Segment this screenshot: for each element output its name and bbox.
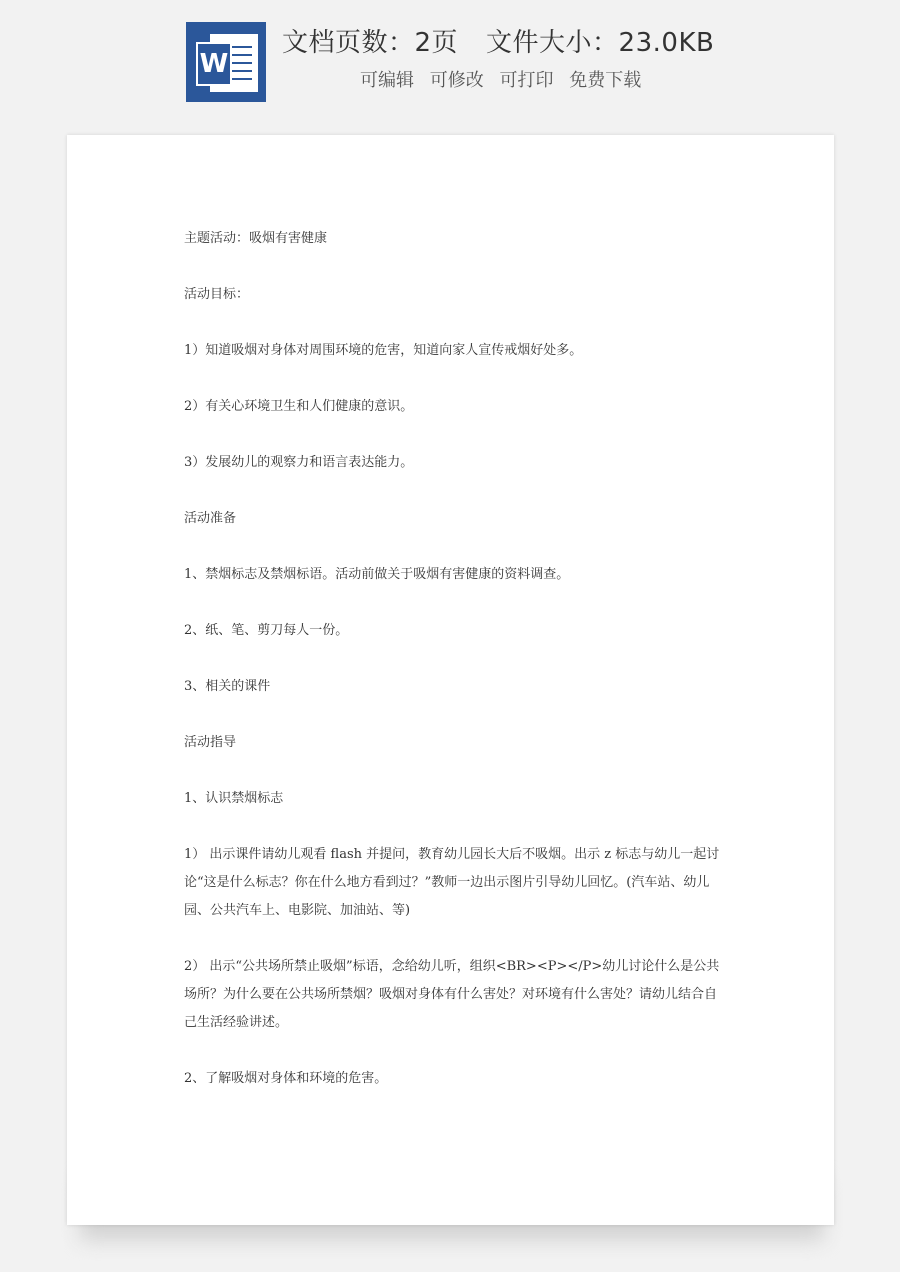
- text-line-shape: [232, 62, 252, 64]
- paragraph-preparation-1: 1、禁烟标志及禁烟标语。活动前做关于吸烟有害健康的资料调查。: [184, 567, 570, 582]
- file-size-label: 文件大小：23.0KB: [486, 28, 715, 58]
- paragraph-step-1-item-1: 1） 出示课件请幼儿观看 flash 并提问，教育幼儿园长大后不吸烟。出示 z 标志与幼儿一起讨论“这是什么标志？你在什么地方看到过？”教师一边出示图片引导幼儿回忆。(汽车站、幼儿园、公共汽车上、电影院、加油站、等): [184, 847, 720, 918]
- editable-tag: 可编辑: [360, 70, 414, 91]
- document-meta-title: [282, 22, 714, 59]
- feature-tags: [360, 66, 651, 92]
- paragraph-goal-2: 2）有关心环境卫生和人们健康的意识。: [184, 399, 414, 414]
- paragraph-goals-heading: 活动目标：: [184, 287, 250, 302]
- paragraph-goal-3: 3）发展幼儿的观察力和语言表达能力。: [184, 455, 414, 470]
- word-document-icon: [186, 22, 266, 102]
- modifiable-tag: 可修改: [429, 70, 484, 91]
- paragraph-step-2-heading: 2、了解吸烟对身体和环境的危害。: [184, 1071, 388, 1086]
- free-download-tag: 免费下载: [569, 70, 642, 91]
- word-letter-badge: W: [196, 42, 232, 86]
- document-page: [67, 135, 834, 1225]
- printable-tag: 可打印: [499, 70, 554, 91]
- paragraph-goal-1: 1）知道吸烟对身体对周围环境的危害，知道向家人宣传戒烟好处多。: [184, 343, 583, 358]
- text-line-shape: [232, 46, 252, 48]
- paragraph-preparation-3: 3、相关的课件: [184, 679, 271, 694]
- text-line-shape: [232, 78, 252, 80]
- text-line-shape: [232, 54, 252, 56]
- document-info-header: [0, 0, 900, 120]
- page-count-label: 文档页数：2页: [282, 28, 459, 58]
- text-line-shape: [232, 70, 252, 72]
- paragraph-theme: 主题活动：吸烟有害健康: [184, 231, 328, 246]
- document-body: [184, 225, 724, 1121]
- paragraph-guidance-heading: 活动指导: [184, 735, 237, 750]
- paragraph-step-1-item-2: 2） 出示“公共场所禁止吸烟”标语，念给幼儿听，组织<BR><P></P>幼儿讨论什么是公共场所？为什么要在公共场所禁烟？吸烟对身体有什么害处？对环境有什么害处？请幼儿结合自己生活经验讲述。: [184, 959, 720, 1030]
- paragraph-preparation-2: 2、纸、笔、剪刀每人一份。: [184, 623, 349, 638]
- paragraph-step-1-heading: 1、认识禁烟标志: [184, 791, 284, 806]
- paragraph-preparation-heading: 活动准备: [184, 511, 237, 526]
